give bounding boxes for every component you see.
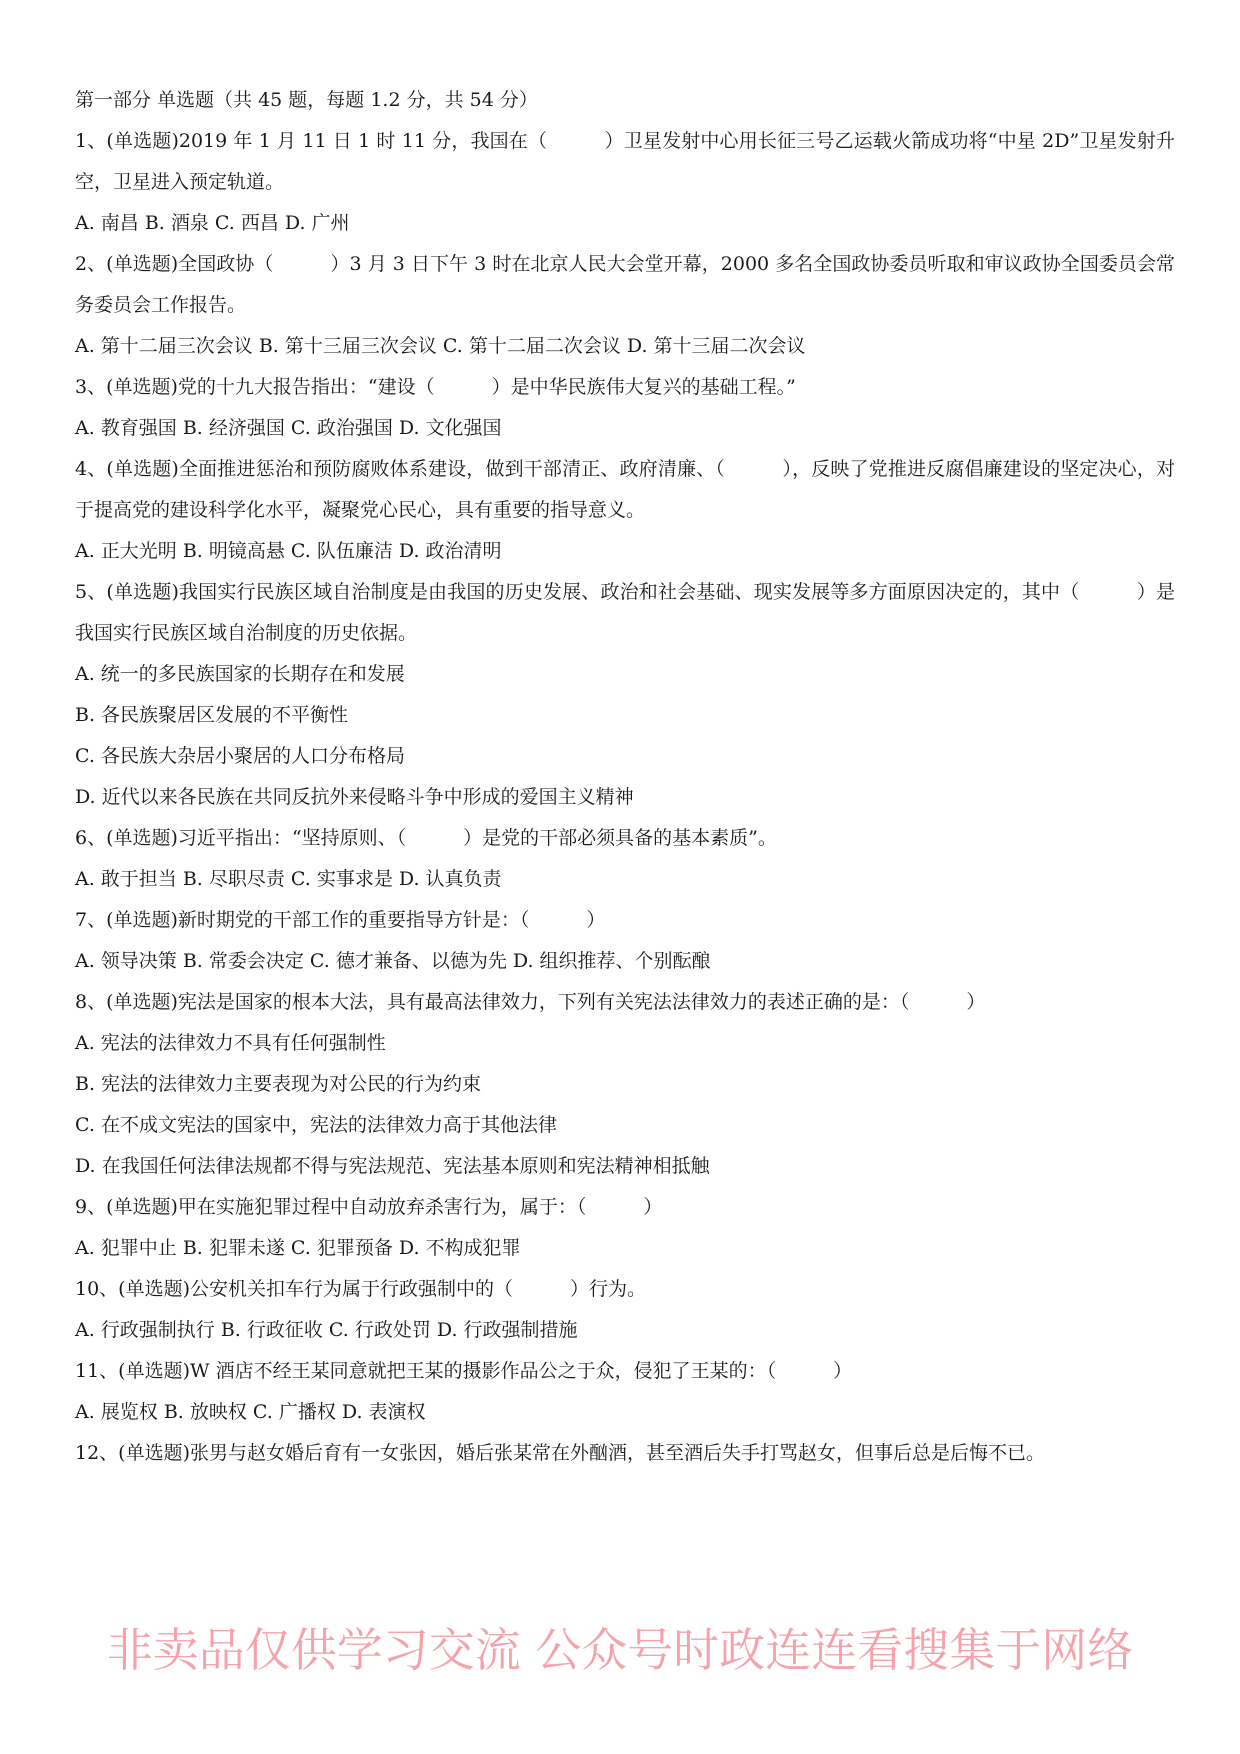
question-options: A. 教育强国 B. 经济强国 C. 政治强国 D. 文化强国 — [75, 417, 502, 439]
question-item — [75, 1269, 1175, 1351]
question-options: A. 南昌 B. 酒泉 C. 西昌 D. 广州 — [75, 212, 350, 234]
question-item — [75, 1433, 1175, 1474]
question-options: A. 行政强制执行 B. 行政征收 C. 行政处罚 D. 行政强制措施 — [75, 1319, 578, 1341]
question-options: D. 在我国任何法律法规都不得与宪法规范、宪法基本原则和宪法精神相抵触 — [75, 1155, 710, 1177]
question-options: B. 宪法的法律效力主要表现为对公民的行为约束 — [75, 1073, 482, 1095]
question-item — [75, 1187, 1175, 1269]
question-stem: 6、(单选题)习近平指出：“坚持原则、（ ）是党的干部必须具备的基本素质”。 — [75, 827, 777, 849]
question-item — [75, 818, 1175, 900]
question-options: A. 展览权 B. 放映权 C. 广播权 D. 表演权 — [75, 1401, 426, 1423]
question-options: B. 各民族聚居区发展的不平衡性 — [75, 704, 349, 726]
question-stem: 2、(单选题)全国政协（ ）3 月 3 日下午 3 时在北京人民大会堂开幕，2000 多名全国政协委员听取和审议政协全国委员会常务委员会工作报告。 — [75, 253, 1175, 316]
question-options: A. 宪法的法律效力不具有任何强制性 — [75, 1032, 386, 1054]
question-options: A. 统一的多民族国家的长期存在和发展 — [75, 663, 405, 685]
question-stem: 8、(单选题)宪法是国家的根本大法，具有最高法律效力，下列有关宪法法律效力的表述正确的是：（ ） — [75, 991, 986, 1013]
question-stem: 9、(单选题)甲在实施犯罪过程中自动放弃杀害行为，属于：（ ） — [75, 1196, 663, 1218]
question-stem: 7、(单选题)新时期党的干部工作的重要指导方针是：（ ） — [75, 909, 606, 931]
question-stem: 11、(单选题)W 酒店不经王某同意就把王某的摄影作品公之于众，侵犯了王某的：（ ） — [75, 1360, 853, 1382]
section-title: 第一部分 单选题（共 45 题，每题 1.2 分，共 54 分） — [75, 89, 538, 111]
question-item — [75, 982, 1175, 1187]
question-options: A. 第十二届三次会议 B. 第十三届三次会议 C. 第十二届二次会议 D. 第十三届二次会议 — [75, 335, 806, 357]
question-stem: 5、(单选题)我国实行民族区域自治制度是由我国的历史发展、政治和社会基础、现实发展等多方面原因决定的，其中（ ）是我国实行民族区域自治制度的历史依据。 — [75, 581, 1175, 644]
question-item — [75, 449, 1175, 572]
question-options: A. 犯罪中止 B. 犯罪未遂 C. 犯罪预备 D. 不构成犯罪 — [75, 1237, 521, 1259]
question-stem: 10、(单选题)公安机关扣车行为属于行政强制中的（ ）行为。 — [75, 1278, 647, 1300]
question-stem: 12、(单选题)张男与赵女婚后育有一女张因，婚后张某常在外酗酒，甚至酒后失手打骂赵女，但事后总是后悔不已。 — [75, 1442, 1046, 1464]
question-options: A. 正大光明 B. 明镜高悬 C. 队伍廉洁 D. 政治清明 — [75, 540, 502, 562]
watermark: 非卖品仅供学习交流 公众号时政连连看搜集于网络 — [106, 1623, 1134, 1677]
question-item — [75, 900, 1175, 982]
question-options: C. 在不成文宪法的国家中，宪法的法律效力高于其他法律 — [75, 1114, 557, 1136]
question-options: D. 近代以来各民族在共同反抗外来侵略斗争中形成的爱国主义精神 — [75, 786, 634, 808]
question-item — [75, 572, 1175, 818]
question-list — [75, 121, 1175, 1474]
question-stem: 4、(单选题)全面推进惩治和预防腐败体系建设，做到干部清正、政府清廉、（ ），反映了党推进反腐倡廉建设的坚定决心，对于提高党的建设科学化水平，凝聚党心民心，具有重要的指导意义。 — [75, 458, 1175, 521]
question-options: A. 敢于担当 B. 尽职尽责 C. 实事求是 D. 认真负责 — [75, 868, 502, 890]
question-item — [75, 1351, 1175, 1433]
exam-document — [75, 80, 1175, 1474]
question-stem: 1、(单选题)2019 年 1 月 11 日 1 时 11 分，我国在（ ）卫星发射中心用长征三号乙运载火箭成功将“中星 2D”卫星发射升空，卫星进入预定轨道。 — [75, 130, 1175, 193]
question-item — [75, 244, 1175, 367]
question-item — [75, 367, 1175, 449]
question-options: C. 各民族大杂居小聚居的人口分布格局 — [75, 745, 405, 767]
question-options: A. 领导决策 B. 常委会决定 C. 德才兼备、以德为先 D. 组织推荐、个别酝酿 — [75, 950, 711, 972]
question-item — [75, 121, 1175, 244]
question-stem: 3、(单选题)党的十九大报告指出：“建设（ ）是中华民族伟大复兴的基础工程。” — [75, 376, 796, 398]
